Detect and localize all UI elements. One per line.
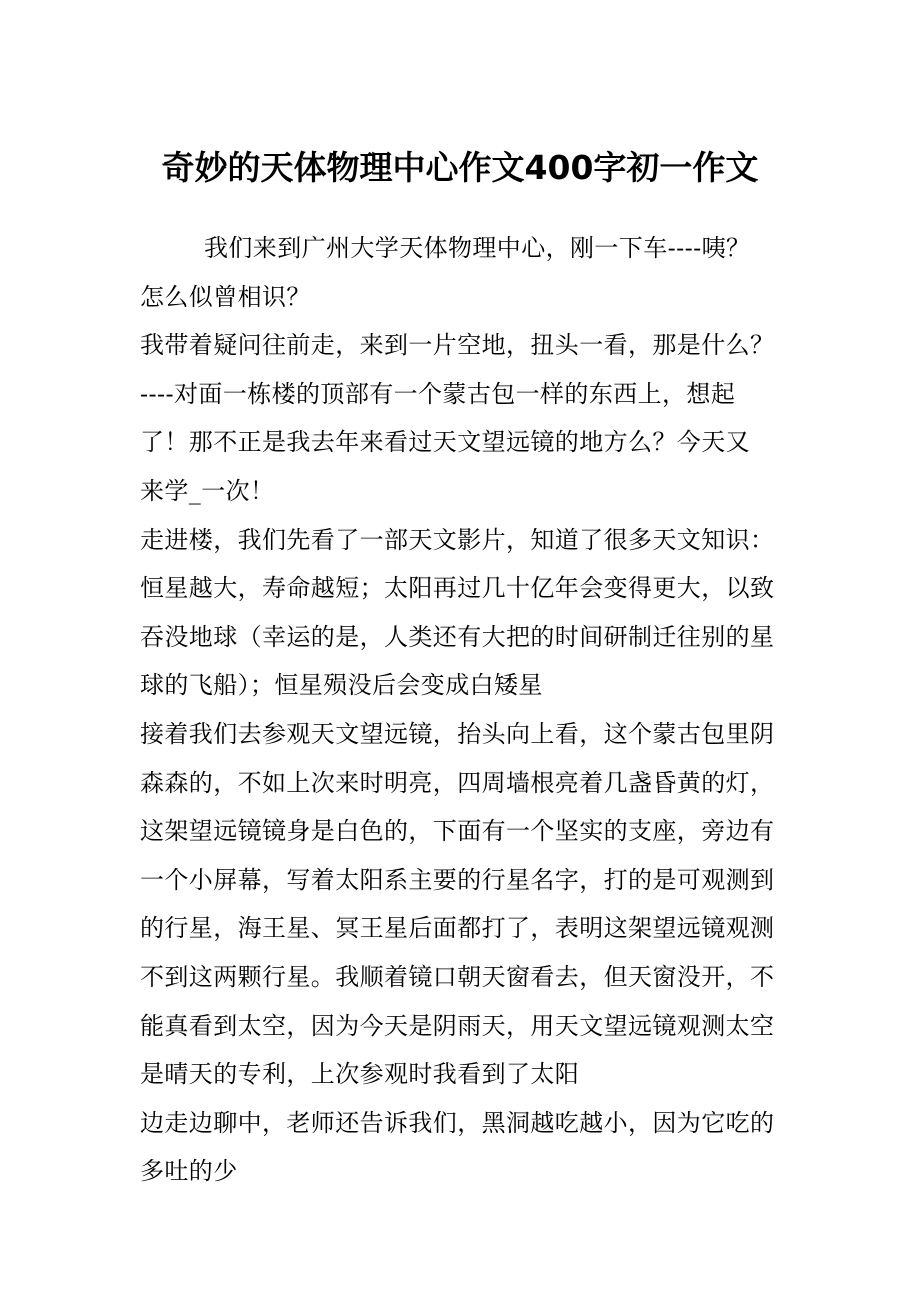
text-line: 我们来到广州大学天体物理中心，刚一下车----咦？ [204,234,751,262]
text-line: 的行星，海王星、冥王星后面都打了，表明这架望远镜观测 [140,914,775,943]
text-line: 不到这两颗行星。我顺着镜口朝天窗看去，但天窗没开，不 [140,962,775,991]
text-line: 了！那不正是我去年来看过天文望远镜的地方么？今天又 [140,428,750,457]
text-line: ----对面一栋楼的顶部有一个蒙古包一样的东西上，想起 [140,379,736,408]
text-line: 我带着疑问往前走，来到一片空地，扭头一看，那是什么？ [140,331,775,360]
text-line: 怎么似曾相识？ [140,282,311,311]
document-body [140,224,795,1196]
text-line: 森森的，不如上次来时明亮，四周墙根亮着几盏昏黄的灯， [140,768,775,797]
text-line: 接着我们去参观天文望远镜，抬头向上看，这个蒙古包里阴 [140,719,775,748]
text-line: 来学_一次！ [140,476,275,505]
text-line: 恒星越大，寿命越短；太阳再过几十亿年会变得更大，以致 [140,574,775,603]
text-line: 吞没地球（幸运的是，人类还有大把的时间研制迁往别的星 [140,622,775,651]
text-line: 边走边聊中，老师还告诉我们，黑洞越吃越小，因为它吃的 [140,1108,775,1137]
text-line: 是晴天的专利，上次参观时我看到了太阳 [140,1060,580,1089]
text-line: 多吐的少 [140,1157,238,1186]
text-line: 球的飞船）；恒星殒没后会变成白矮星 [140,671,543,700]
text-line: 走进楼，我们先看了一部天文影片，知道了很多天文知识： [140,525,775,554]
text-line: 这架望远镜镜身是白色的，下面有一个坚实的支座，旁边有 [140,817,775,846]
text-line: 一个小屏幕，写着太阳系主要的行星名字，打的是可观测到 [140,865,775,894]
document-title: 奇妙的天体物理中心作文400字初一作文 [161,148,759,187]
text-line: 能真看到太空，因为今天是阴雨天，用天文望远镜观测太空 [140,1011,775,1040]
